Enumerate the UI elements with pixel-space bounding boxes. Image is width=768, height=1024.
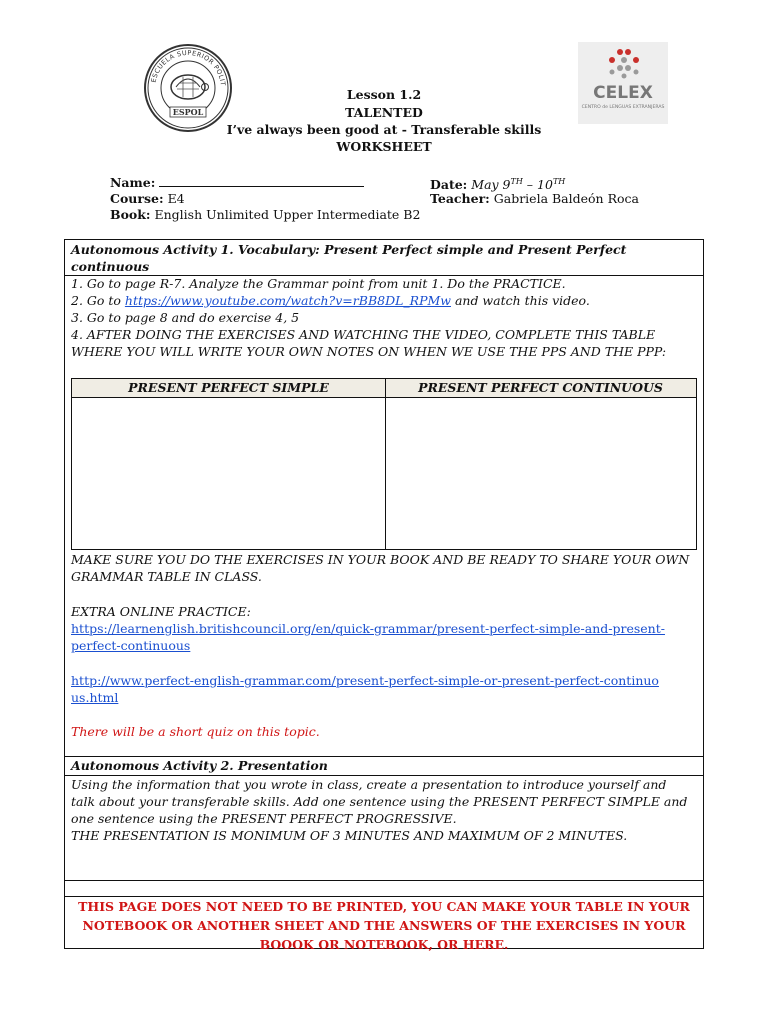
youtube-video-link[interactable]: https://www.youtube.com/watch?v=rBB8DL_RPMw — [124, 293, 451, 308]
teacher-row — [430, 190, 639, 207]
table-header-ppc: PRESENT PERFECT CONTINUOUS — [385, 379, 696, 398]
quiz-note: There will be a short quiz on this topic. — [71, 724, 320, 739]
name-row — [110, 173, 364, 191]
svg-text:ESCUELA SUPERIOR POLITECNICA D: ESCUELA SUPERIOR POLIT — [149, 48, 227, 87]
date-label: Date: — [430, 177, 468, 193]
make-sure-note: MAKE SURE YOU DO THE EXERCISES IN YOUR BOOK AND BE READY TO SHARE YOUR OWN GRAMMAR TABLE IN CLASS. — [71, 552, 690, 584]
activities-box — [64, 239, 704, 952]
activity1-title: Autonomous Activity 1. Vocabulary: Present Perfect simple and Present Perfect continuous — [71, 242, 627, 274]
course-value: E4 — [167, 191, 185, 206]
lesson-subtitle: I’ve always been good at - Transferable skills — [226, 122, 542, 137]
activity1-step3: 3. Go to page 8 and do exercise 4, 5 — [71, 310, 300, 325]
celex-logo-subtext: CENTRO de LENGUAS EXTRANJERAS — [581, 105, 665, 110]
course-row — [110, 190, 185, 207]
name-blank[interactable] — [159, 173, 364, 187]
teacher-value: Gabriela Baldeón Roca — [493, 191, 639, 206]
book-label: Book: — [110, 207, 151, 222]
british-council-link[interactable]: https://learnenglish.britishcouncil.org/en/quick-grammar/present-perfect-simple-and-present-perfect-continuous — [71, 621, 665, 653]
teacher-label: Teacher: — [430, 191, 490, 206]
ppc-notes-cell[interactable] — [388, 399, 694, 547]
document-type: WORKSHEET — [336, 139, 432, 154]
extra-practice-label: EXTRA ONLINE PRACTICE: — [71, 604, 251, 619]
table-header-pps: PRESENT PERFECT SIMPLE — [72, 379, 385, 398]
grammar-notes-table — [71, 378, 697, 550]
activity2-duration: THE PRESENTATION IS MONIMUM OF 3 MINUTES AND MAXIMUM OF 2 MINUTES. — [71, 828, 628, 843]
lesson-number: Lesson 1.2 — [346, 87, 422, 102]
book-value: English Unlimited Upper Intermediate B2 — [154, 207, 421, 222]
date-value: May 9TH – 10TH — [471, 177, 566, 193]
table-column-divider — [385, 379, 386, 549]
activity2-body: Using the information that you wrote in class, create a presentation to introduce yourself and talk about your transferable skills. Add one sentence using the PRESENT PERFECT SIMPLE and one sentence using the PRESENT PERFECT PROGRESSIVE. — [71, 777, 688, 826]
activity1-step4: 4. AFTER DOING THE EXERCISES AND WATCHING THE VIDEO, COMPLETE THIS TABLE WHERE YOU WILL WRITE YOUR OWN NOTES ON WHEN WE USE THE PPS AND THE PPP: — [71, 327, 667, 359]
name-label: Name: — [110, 175, 156, 190]
espol-seal-text: ESPOL — [172, 107, 204, 117]
lesson-title: TALENTED — [345, 105, 423, 120]
activity1-step2: 2. Go to https://www.youtube.com/watch?v=rBB8DL_RPMw and watch this video. — [71, 293, 590, 308]
blank-row-divider — [65, 880, 703, 881]
footer-note: THIS PAGE DOES NOT NEED TO BE PRINTED, YOU CAN MAKE YOUR TABLE IN YOUR NOTEBOOK OR ANOTHER SHEET AND THE ANSWERS OF THE EXERCISES IN YOUR BOOOK OR NOTEBOOK, OR HERE. — [78, 899, 690, 952]
activity1-step1: 1. Go to page R-7. Analyze the Grammar point from unit 1. Do the PRACTICE. — [71, 276, 566, 291]
course-label: Course: — [110, 191, 164, 206]
book-row — [110, 206, 420, 223]
activity2-title: Autonomous Activity 2. Presentation — [71, 758, 328, 773]
pps-notes-cell[interactable] — [74, 399, 382, 547]
perfect-english-grammar-link[interactable]: http://www.perfect-english-grammar.com/present-perfect-simple-or-present-perfect-continuous.html — [71, 673, 659, 705]
celex-logo-text: CELEX — [593, 83, 653, 103]
